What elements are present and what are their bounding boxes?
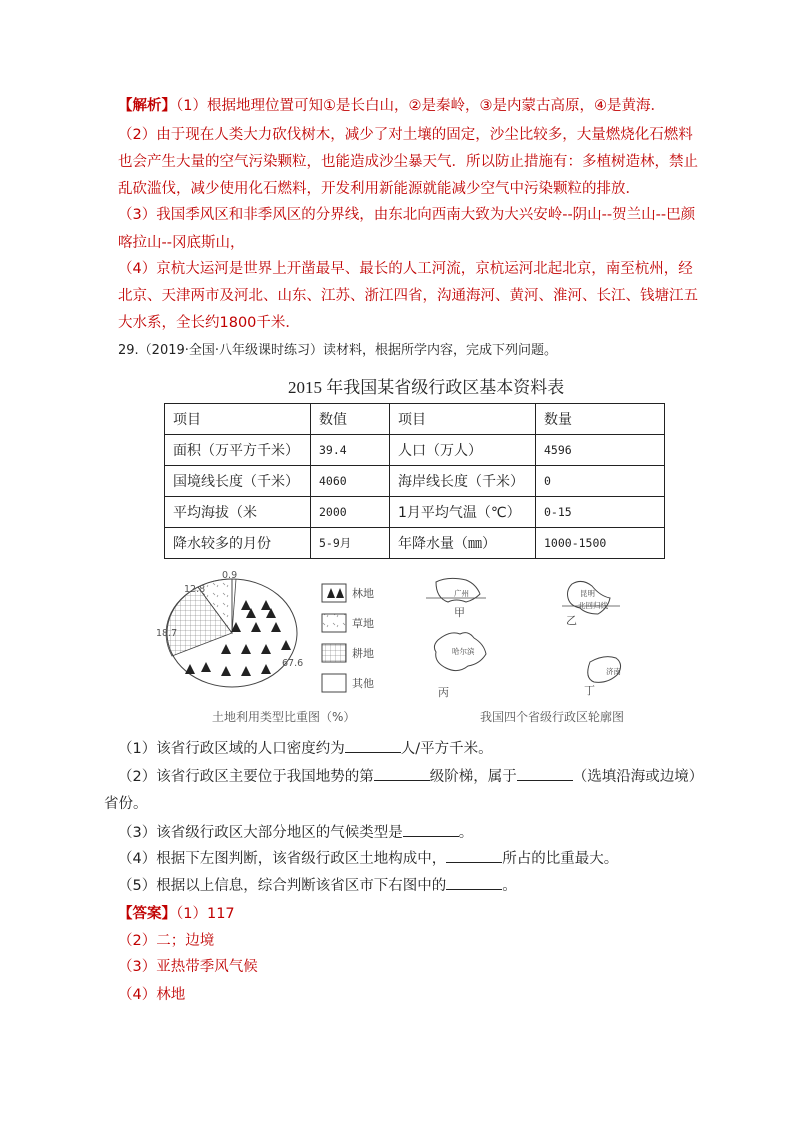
table-row <box>165 404 665 435</box>
answer-line-2: （2）二；边境 <box>118 933 215 949</box>
city-label-jinan: 济南 <box>606 667 621 676</box>
q2-text: （2）该省行政区主要位于我国地势的第 <box>118 769 374 785</box>
table-cell: 2000 <box>311 497 390 528</box>
pie-label-grass: 12.8 <box>184 584 206 595</box>
table-cell: 海岸线长度（千米） <box>390 466 536 497</box>
analysis-line-8: 北京、天津两市及河北、山东、江苏、浙江四省，沟通海河、黄河、淮河、长江、钱塘江五 <box>118 288 698 304</box>
q3-text: （3）该省级行政区大部分地区的气候类型是 <box>118 825 403 841</box>
answer-blank-5[interactable] <box>446 875 502 890</box>
legend-label-other: 其他 <box>352 677 374 690</box>
pie-caption: 土地利用类型比重图（%） <box>212 710 356 724</box>
table-row <box>165 497 665 528</box>
q4-text: （4）根据下左图判断，该省级行政区土地构成中， <box>118 851 447 867</box>
table-cell: 1月平均气温（℃） <box>390 497 536 528</box>
city-label-guangzhou: 广州 <box>454 589 469 598</box>
table-cell: 面积（万平方千米） <box>165 435 311 466</box>
analysis-line-5: （3）我国季风区和非季风区的分界线，由东北向西南大致为大兴安岭--阴山--贺兰山--巴颜 <box>118 207 696 223</box>
q5-suffix: 。 <box>502 878 517 894</box>
analysis-text-1: （1）根据地理位置可知①是长白山，②是秦岭，③是内蒙古高原，④是黄海． <box>176 98 665 114</box>
answer-line-3: （3）亚热带季风气候 <box>118 959 258 975</box>
table-cell: 人口（万人） <box>390 435 536 466</box>
table-cell: 年降水量（㎜） <box>390 528 536 559</box>
pie-label-farm: 18.7 <box>156 628 178 639</box>
answer-tag: 【答案】 <box>118 906 176 922</box>
analysis-tag: 【解析】 <box>118 98 176 114</box>
table-row <box>165 435 665 466</box>
table-cell: 0-15 <box>536 497 665 528</box>
analysis-line-6: 喀拉山--冈底斯山， <box>118 235 245 251</box>
legend-label-grass: 草地 <box>352 617 374 630</box>
answer-blank-1[interactable] <box>345 738 401 753</box>
pie-label-other: 0.9 <box>222 570 238 581</box>
q4-suffix: 所占的比重最大。 <box>502 851 619 867</box>
land-use-pie <box>166 579 297 687</box>
question-3 <box>118 822 473 843</box>
answer-blank-4[interactable] <box>446 848 502 863</box>
table-row <box>165 466 665 497</box>
analysis-line-3: 也会产生大量的空气污染颗粒，也能造成沙尘暴天气．所以防止措施有：多植树造林，禁止 <box>118 154 698 170</box>
question-4 <box>118 848 618 869</box>
q2-option: （选填沿海或边境） <box>572 769 704 785</box>
table-cell: 0 <box>536 466 665 497</box>
table-row <box>165 528 665 559</box>
table-cell: 4060 <box>311 466 390 497</box>
city-label-kunming: 昆明 <box>580 589 595 598</box>
question-header: 29.（2019·全国·八年级课时练习）读材料，根据所学内容，完成下列问题。 <box>118 343 558 358</box>
map-label-bing: 丙 <box>438 686 449 699</box>
legend-label-forest: 林地 <box>352 587 374 600</box>
table-cell: 项目 <box>165 404 311 435</box>
legend-swatch-grassland <box>322 614 346 632</box>
answer-blank-2b[interactable] <box>517 766 573 781</box>
q2-mid: 级阶梯，属于 <box>429 769 517 785</box>
figure-area <box>150 570 690 730</box>
pie-label-forest: 67.6 <box>282 658 304 669</box>
table-cell: 项目 <box>390 404 536 435</box>
legend-swatch-farmland <box>322 644 346 662</box>
info-table <box>164 403 665 559</box>
analysis-line-7: （4）京杭大运河是世界上开凿最早、最长的人工河流，京杭运河北起北京，南至杭州，经 <box>118 261 693 277</box>
map-label-jia: 甲 <box>454 606 465 619</box>
map-caption: 我国四个省级行政区轮廓图 <box>480 710 625 724</box>
analysis-line-2: （2）由于现在人类大力砍伐树木，减少了对土壤的固定，沙尘比较多，大量燃烧化石燃料 <box>118 127 693 143</box>
q1-text: （1）该省行政区域的人口密度约为 <box>118 741 345 757</box>
question-2-cont: 省份。 <box>104 796 148 812</box>
table-cell: 平均海拔（米 <box>165 497 311 528</box>
table-cell: 5-9月 <box>311 528 390 559</box>
analysis-line-1 <box>118 96 665 116</box>
analysis-line-9: 大水系，全长约1800千米． <box>118 315 300 331</box>
answer-blank-2a[interactable] <box>374 766 430 781</box>
city-label-harbin: 哈尔滨 <box>452 647 475 656</box>
legend <box>322 584 346 692</box>
analysis-line-4: 乱砍滥伐，减少使用化石燃料，开发利用新能源就能减少空气中污染颗粒的排放． <box>118 181 640 197</box>
legend-label-farm: 耕地 <box>352 647 374 660</box>
legend-swatch-other <box>322 674 346 692</box>
answer-line-4: （4）林地 <box>118 987 186 1003</box>
question-2 <box>118 766 703 787</box>
table-cell: 降水较多的月份 <box>165 528 311 559</box>
figure-svg <box>150 570 690 730</box>
map-label-ding: 丁 <box>584 684 595 697</box>
table-cell: 39.4 <box>311 435 390 466</box>
question-1 <box>118 738 493 759</box>
question-5 <box>118 875 517 896</box>
city-label-tropic: 北回归线 <box>578 601 608 610</box>
answer-blank-3[interactable] <box>403 822 459 837</box>
table-cell: 国境线长度（千米） <box>165 466 311 497</box>
map-label-yi: 乙 <box>566 614 577 627</box>
table-cell: 1000-1500 <box>536 528 665 559</box>
answer-line-1 <box>118 904 235 924</box>
answer-text-1: （1）117 <box>176 906 235 922</box>
table-cell: 数量 <box>536 404 665 435</box>
table-title: 2015 年我国某省级行政区基本资料表 <box>288 378 565 397</box>
q5-text: （5）根据以上信息，综合判断该省区市下右图中的 <box>118 878 447 894</box>
legend-swatch-forest <box>322 584 346 602</box>
table-cell: 数值 <box>311 404 390 435</box>
table-cell: 4596 <box>536 435 665 466</box>
q3-suffix: 。 <box>458 825 474 841</box>
q1-suffix: 人/平方千米。 <box>400 741 493 757</box>
